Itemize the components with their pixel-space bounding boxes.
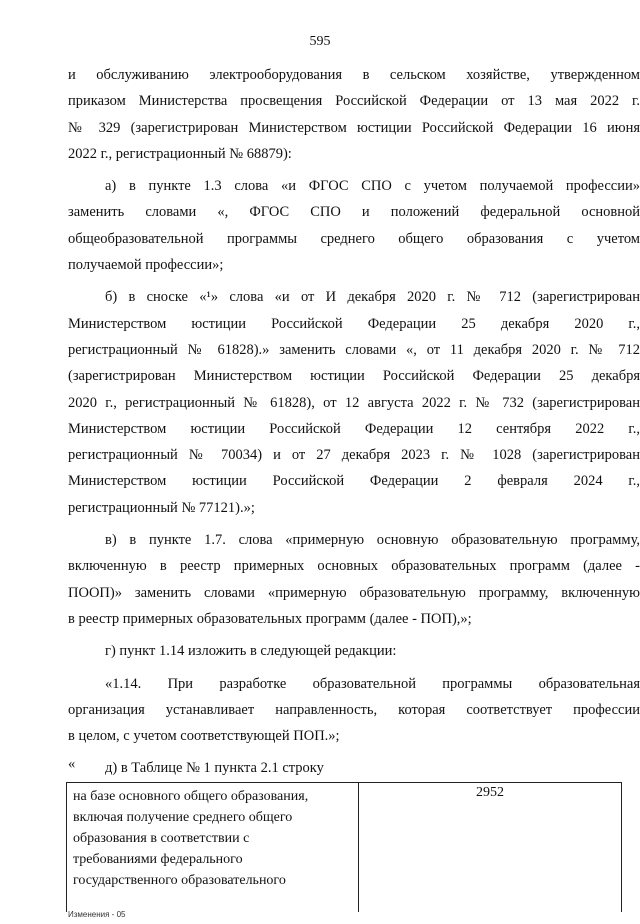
table-cell-value: 2952 [476, 785, 504, 800]
text-line: 2020 г., регистрационный № 61828), от 12 августа 2022 г. № 732 (зарегистрирован [68, 394, 640, 411]
text-line: общеобразовательной программы среднего общего образования с учетом [68, 230, 640, 247]
paragraph-a [68, 173, 640, 278]
text-line: Министерством юстиции Российской Федерации 25 декабря 2020 г., [68, 315, 640, 332]
text-line: в) в пункте 1.7. слова «примерную основную образовательную программу, [105, 532, 640, 549]
text-line: включенную в реестр примерных основных образовательных программ (далее - [68, 558, 640, 575]
paragraph-d [68, 755, 640, 781]
text-line: заменить словами «, ФГОС СПО и положений федеральной основной [68, 204, 640, 221]
cell-line: требованиями федерального [73, 852, 243, 867]
text-line: Министерством юстиции Российской Федерации 12 сентября 2022 г., [68, 420, 640, 437]
text-line: «1.14. При разработке образовательной программы образовательная [105, 675, 640, 692]
document-body [68, 62, 640, 782]
paragraph-quote-1-14 [68, 671, 640, 750]
text-line: получаемой профессии»; [68, 257, 224, 274]
text-line: регистрационный № 77121).»; [68, 499, 255, 516]
text-line: ПООП)» заменить словами «примерную образовательную программу, включенную [68, 584, 640, 601]
text-line: д) в Таблице № 1 пункта 2.1 строку [105, 760, 324, 777]
table-row [66, 782, 622, 912]
paragraph-intro [68, 62, 640, 167]
text-line: регистрационный № 61828).» заменить словами «, от 11 декабря 2020 г. № 712 [68, 341, 640, 358]
paragraph-g [68, 638, 640, 664]
paragraph-b [68, 284, 640, 521]
cell-line: включая получение среднего общего [73, 810, 293, 825]
page-number: 595 [309, 34, 331, 49]
text-line: б) в сноске «¹» слова «и от И декабря 2020 г. № 712 (зарегистрирован [105, 289, 640, 306]
cell-line: на базе основного общего образования, [73, 789, 309, 804]
text-line: организация устанавливает направленность, которая соответствует профессии [68, 701, 640, 718]
table-cell-description [67, 783, 359, 912]
paragraph-v [68, 527, 640, 632]
opening-quote: « [68, 756, 76, 772]
text-line: приказом Министерства просвещения Российской Федерации от 13 мая 2022 г. [68, 93, 640, 110]
text-line: регистрационный № 70034) и от 27 декабря 2023 г. № 1028 (зарегистрирован [68, 447, 640, 464]
footer-note: Изменения - 05 [68, 910, 126, 919]
text-line: г) пункт 1.14 изложить в следующей редакции: [105, 643, 397, 660]
text-line: № 329 (зарегистрирован Министерством юстиции Российской Федерации 16 июня [68, 119, 640, 136]
text-line: в целом, с учетом соответствующей ПОП.»; [68, 728, 340, 745]
cell-line: образования в соответствии с [73, 831, 250, 846]
text-line: (зарегистрирован Министерством юстиции Российской Федерации 25 декабря [68, 368, 640, 385]
cell-line: государственного образовательного [73, 873, 286, 888]
text-line: и обслуживанию электрооборудования в сельском хозяйстве, утвержденном [68, 67, 640, 83]
text-line: Министерством юстиции Российской Федерации 2 февраля 2024 г., [68, 473, 640, 490]
text-line: в реестр примерных образовательных программ (далее - ПОП),»; [68, 610, 472, 627]
text-line: 2022 г., регистрационный № 68879): [68, 145, 292, 162]
text-line: а) в пункте 1.3 слова «и ФГОС СПО с учетом получаемой профессии» [105, 178, 640, 195]
